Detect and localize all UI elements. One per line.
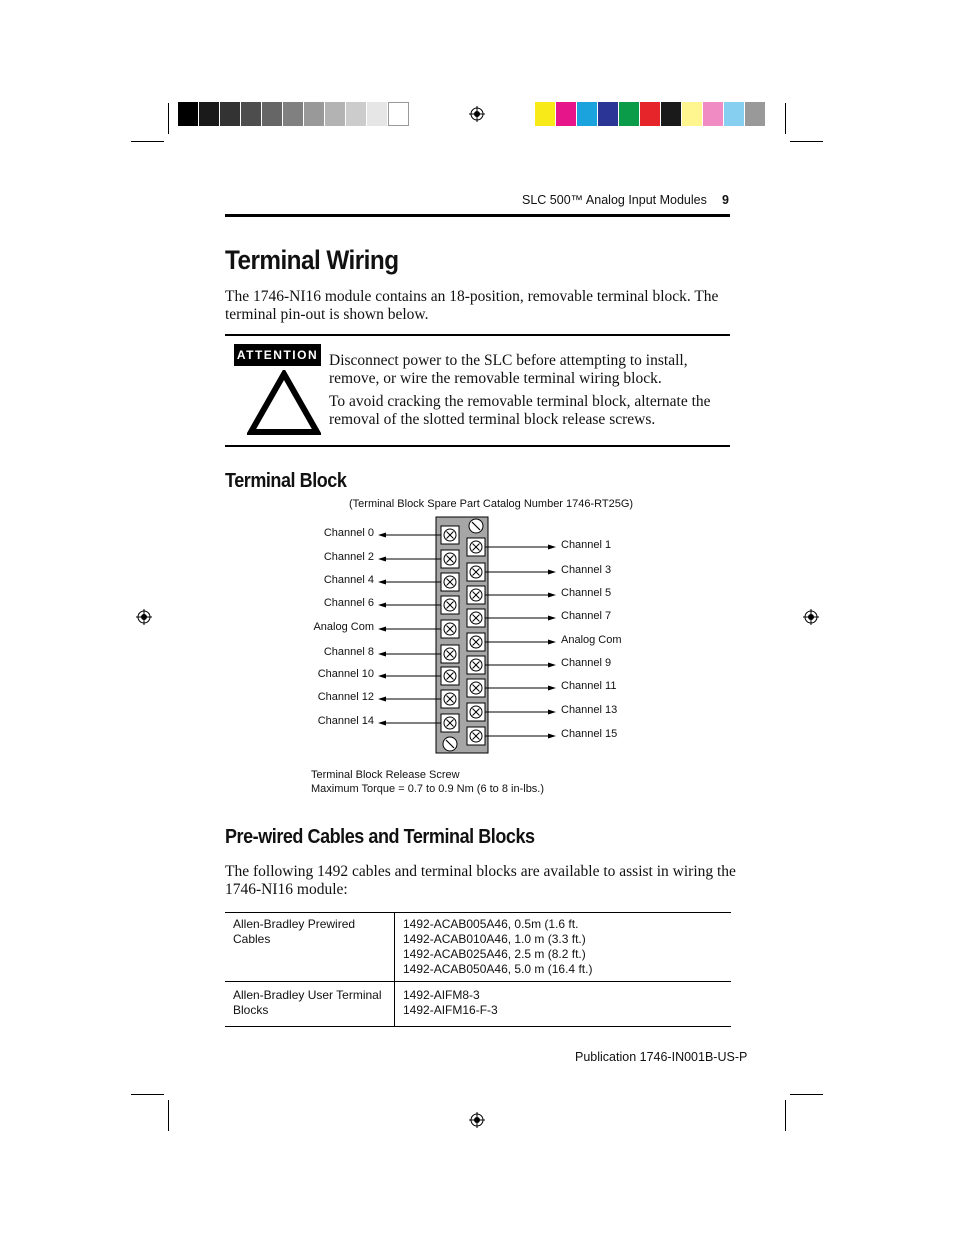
terminal-label: Channel 8 [323, 646, 374, 658]
cell-text: 1492-AIFM16-F-3 [403, 1003, 498, 1017]
terminal-label: Channel 10 [317, 668, 374, 680]
table-cell-items [395, 913, 732, 982]
section-title-terminal-wiring: Terminal Wiring [225, 245, 399, 275]
terminal-label: Channel 5 [561, 587, 612, 599]
terminal-label: Channel 11 [561, 680, 617, 692]
terminal-label: Channel 4 [323, 574, 374, 586]
prewired-intro-line: The following 1492 cables and terminal blocks are available to assist in wiring the [225, 863, 736, 880]
terminal-label: Channel 9 [561, 657, 612, 669]
arrow-icon [378, 721, 386, 726]
terminal-label: Channel 12 [317, 691, 374, 703]
arrow-icon [378, 652, 386, 657]
cell-text: 1492-ACAB010A46, 1.0 m (3.3 ft.) [403, 932, 586, 946]
intro-line: terminal pin-out is shown below. [225, 306, 429, 323]
arrow-icon [378, 697, 386, 702]
arrow-icon [378, 580, 386, 585]
arrow-icon [548, 710, 556, 715]
terminal-label: Channel 7 [561, 610, 612, 622]
table-row [225, 982, 731, 1027]
section-title-terminal-block: Terminal Block [225, 470, 347, 492]
cell-text: Cables [233, 932, 271, 946]
running-title: SLC 500™ Analog Input Modules [522, 193, 707, 207]
cables-table [225, 912, 731, 1027]
attention-line: removal of the slotted terminal block release screws. [329, 411, 656, 428]
arrow-icon [548, 616, 556, 621]
table-cell-label [225, 913, 395, 982]
table-cell-label [225, 982, 395, 1027]
cell-text: Allen-Bradley User Terminal [233, 988, 382, 1002]
cell-text: 1492-ACAB050A46, 5.0 m (16.4 ft.) [403, 962, 593, 976]
terminal-label: Channel 2 [323, 551, 374, 563]
attention-badge: ATTENTION [234, 344, 321, 366]
intro-line: The 1746-NI16 module contains an 18-position, removable terminal block. The [225, 288, 719, 305]
arrow-icon [378, 533, 386, 538]
terminal-label: Channel 0 [323, 527, 374, 539]
cell-text: 1492-ACAB005A46, 0.5m (1.6 ft. [403, 917, 579, 931]
arrow-icon [548, 593, 556, 598]
terminal-label: Channel 3 [561, 564, 612, 576]
terminal-label: Channel 1 [561, 539, 612, 551]
attention-line: remove, or wire the removable terminal wiring block. [329, 370, 662, 387]
terminal-label: Channel 14 [317, 715, 374, 727]
terminal-block-caption: (Terminal Block Spare Part Catalog Number 1746-RT25G) [349, 498, 634, 510]
release-note-line: Terminal Block Release Screw [311, 769, 460, 781]
publication-number: Publication 1746-IN001B-US-P [575, 1050, 748, 1064]
terminal-label: Channel 13 [561, 704, 618, 716]
terminal-label: Channel 6 [323, 597, 374, 609]
cell-text: 1492-AIFM8-3 [403, 988, 480, 1002]
terminal-label: Analog Com [313, 621, 374, 633]
arrow-icon [548, 686, 556, 691]
arrow-icon [378, 627, 386, 632]
cell-text: Allen-Bradley Prewired [233, 917, 356, 931]
terminal-label: Channel 15 [561, 728, 618, 740]
arrow-icon [548, 663, 556, 668]
attention-line: Disconnect power to the SLC before attempting to install, [329, 352, 688, 369]
arrow-icon [378, 674, 386, 679]
attention-line: To avoid cracking the removable terminal block, alternate the [329, 393, 711, 410]
page-number: 9 [722, 193, 729, 207]
prewired-intro-line: 1746-NI16 module: [225, 881, 348, 898]
cell-text: 1492-ACAB025A46, 2.5 m (8.2 ft.) [403, 947, 586, 961]
release-screw-note [311, 768, 544, 796]
section-title-prewired: Pre-wired Cables and Terminal Blocks [225, 826, 535, 848]
table-row [225, 913, 731, 982]
terminal-label: Analog Com [561, 634, 622, 646]
arrow-icon [548, 570, 556, 575]
arrow-icon [378, 603, 386, 608]
arrow-icon [378, 557, 386, 562]
arrow-icon [548, 734, 556, 739]
arrow-icon [548, 545, 556, 550]
table-cell-items [395, 982, 732, 1027]
release-note-line: Maximum Torque = 0.7 to 0.9 Nm (6 to 8 in-lbs.) [311, 783, 545, 795]
arrow-icon [548, 640, 556, 645]
cell-text: Blocks [233, 1003, 269, 1017]
prewired-intro [225, 863, 736, 899]
